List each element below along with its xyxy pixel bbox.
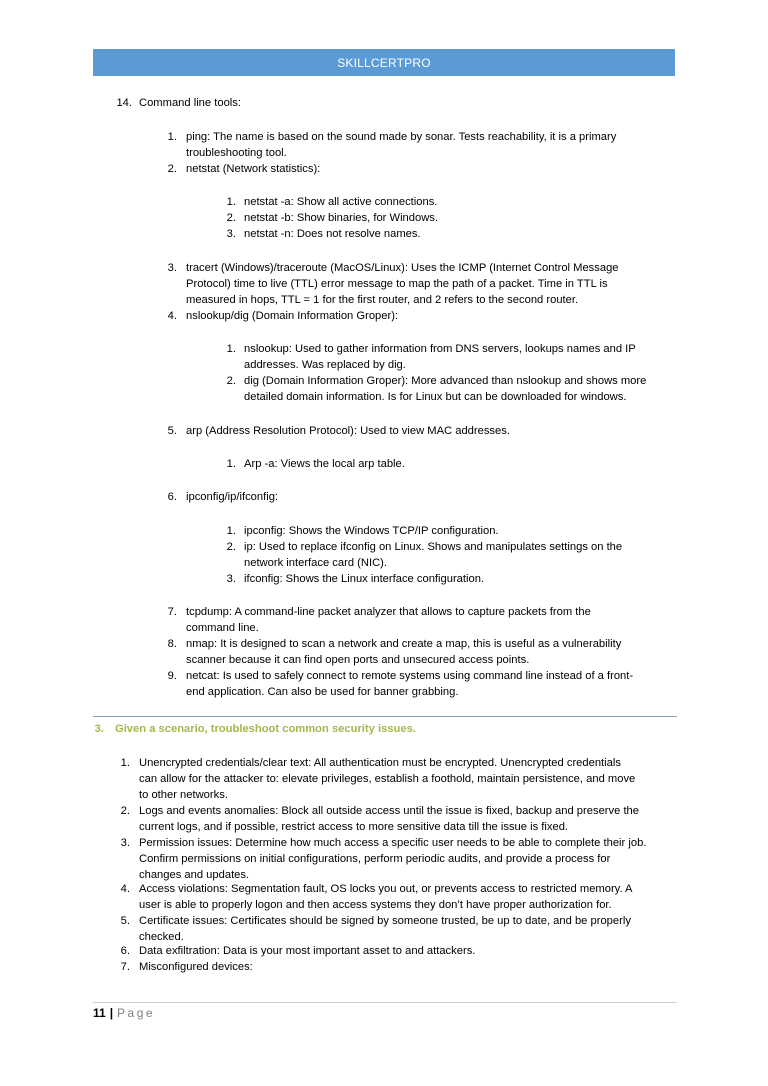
nslookup-item-text: nslookup: Used to gather information from DNS servers, lookups names and IP xyxy=(244,343,636,355)
tool-item-number: 4. xyxy=(167,310,177,322)
tool-item-number: 7. xyxy=(167,606,177,618)
tool-item-text: arp (Address Resolution Protocol): Used to view MAC addresses. xyxy=(186,425,510,437)
security-issue-item-number: 7. xyxy=(120,961,130,973)
tool-item-text: Protocol) time to live (TTL) error message to map the path of a packet. Time in TTL is xyxy=(186,278,608,290)
arp-item-text: Arp -a: Views the local arp table. xyxy=(244,458,405,470)
netstat-item-text: netstat -a: Show all active connections. xyxy=(244,196,438,208)
tool-item-text: measured in hops, TTL = 1 for the first router, and 2 refers to the second router. xyxy=(186,294,579,306)
security-issue-item-text: checked. xyxy=(139,931,184,943)
tool-item-text: ipconfig/ip/ifconfig: xyxy=(186,491,279,503)
tool-item-number: 5. xyxy=(167,425,177,437)
page-number: 11 xyxy=(93,1006,106,1020)
section-divider xyxy=(93,716,677,717)
security-issue-item-text: Access violations: Segmentation fault, OS locks you out, or prevents access to restricted memory. A xyxy=(139,883,633,895)
netstat-item-number: 3. xyxy=(226,228,236,240)
security-issue-item-text: Confirm permissions on initial configurations, perform periodic audits, and provide a process for xyxy=(139,853,611,865)
ipconfig-item-text: ipconfig: Shows the Windows TCP/IP configuration. xyxy=(244,525,499,537)
tool-item-text: troubleshooting tool. xyxy=(186,147,287,159)
security-issue-item-number: 6. xyxy=(120,945,130,957)
security-issue-item-text: can allow for the attacker to: elevate privileges, establish a foothold, maintain persistence, and move xyxy=(139,773,636,785)
security-issue-item-text: Data exfiltration: Data is your most important asset to and attackers. xyxy=(139,945,476,957)
security-issue-item-text: Unencrypted credentials/clear text: All authentication must be encrypted. Unencrypted credentials xyxy=(139,757,621,769)
ipconfig-item-number: 2. xyxy=(226,541,236,553)
security-issue-item-number: 5. xyxy=(120,915,130,927)
tool-item-number: 9. xyxy=(167,670,177,682)
ipconfig-item-number: 1. xyxy=(226,525,236,537)
tool-item-text: end application. Can also be used for banner grabbing. xyxy=(186,686,459,698)
footer-divider xyxy=(93,1002,677,1003)
security-issue-item-text: Misconfigured devices: xyxy=(139,961,253,973)
netstat-item-text: netstat -n: Does not resolve names. xyxy=(244,228,421,240)
footer-separator: | xyxy=(109,1006,114,1020)
nslookup-item-text: addresses. Was replaced by dig. xyxy=(244,359,406,371)
security-issue-item-text: Logs and events anomalies: Block all outside access until the issue is fixed, backup and preserve the xyxy=(139,805,639,817)
tool-item-text: scanner because it can find open ports and unsecured access points. xyxy=(186,654,530,666)
security-issue-item-number: 3. xyxy=(120,837,130,849)
nslookup-item-number: 1. xyxy=(226,343,236,355)
arp-item-number: 1. xyxy=(226,458,236,470)
tool-item-text: nmap: It is designed to scan a network and create a map, this is useful as a vulnerability xyxy=(186,638,622,650)
nslookup-item-text: dig (Domain Information Groper): More advanced than nslookup and shows more xyxy=(244,375,647,387)
security-issue-item-text: current logs, and if possible, restrict access to more sensitive data till the issue is fixed. xyxy=(139,821,569,833)
security-issue-item-number: 1. xyxy=(120,757,130,769)
nslookup-item-number: 2. xyxy=(226,375,236,387)
section-14-title: Command line tools: xyxy=(139,97,241,109)
netstat-item-text: netstat -b: Show binaries, for Windows. xyxy=(244,212,439,224)
tool-item-text: ping: The name is based on the sound made by sonar. Tests reachability, it is a primary xyxy=(186,131,617,143)
tool-item-number: 8. xyxy=(167,638,177,650)
tool-item-number: 1. xyxy=(167,131,177,143)
netstat-item-number: 2. xyxy=(226,212,236,224)
security-issue-item-text: Permission issues: Determine how much access a specific user needs to be able to complete their job. xyxy=(139,837,647,849)
ipconfig-item-text: network interface card (NIC). xyxy=(244,557,387,569)
security-issue-item-text: user is able to properly logon and then access systems they don’t have proper authorization for. xyxy=(139,899,612,911)
tool-item-text: tracert (Windows)/traceroute (MacOS/Linux): Uses the ICMP (Internet Control Message xyxy=(186,262,619,274)
tool-item-text: netcat: Is used to safely connect to remote systems using command line instead of a front- xyxy=(186,670,634,682)
header-title: SKILLCERTPRO xyxy=(337,55,431,70)
tool-item-number: 6. xyxy=(167,491,177,503)
tool-item-text: netstat (Network statistics): xyxy=(186,163,321,175)
tool-item-number: 2. xyxy=(167,163,177,175)
section-3-title: Given a scenario, troubleshoot common security issues. xyxy=(115,723,416,735)
security-issue-item-number: 4. xyxy=(120,883,130,895)
section-3-number: 3. xyxy=(94,723,104,735)
ipconfig-item-text: ip: Used to replace ifconfig on Linux. Shows and manipulates settings on the xyxy=(244,541,623,553)
tool-item-text: command line. xyxy=(186,622,259,634)
ipconfig-item-number: 3. xyxy=(226,573,236,585)
nslookup-item-text: detailed domain information. Is for Linux but can be downloaded for windows. xyxy=(244,391,627,403)
security-issue-item-number: 2. xyxy=(120,805,130,817)
tool-item-text: tcpdump: A command-line packet analyzer that allows to capture packets from the xyxy=(186,606,591,618)
ipconfig-item-text: ifconfig: Shows the Linux interface configuration. xyxy=(244,573,485,585)
security-issue-item-text: changes and updates. xyxy=(139,869,250,881)
page-label: Page xyxy=(117,1006,156,1020)
security-issue-item-text: Certificate issues: Certificates should be signed by someone trusted, be up to date, and be properly xyxy=(139,915,631,927)
section-14-number: 14. xyxy=(116,97,132,109)
page-footer xyxy=(93,1006,155,1020)
tool-item-text: nslookup/dig (Domain Information Groper): xyxy=(186,310,399,322)
netstat-item-number: 1. xyxy=(226,196,236,208)
tool-item-number: 3. xyxy=(167,262,177,274)
security-issue-item-text: to other networks. xyxy=(139,789,228,801)
